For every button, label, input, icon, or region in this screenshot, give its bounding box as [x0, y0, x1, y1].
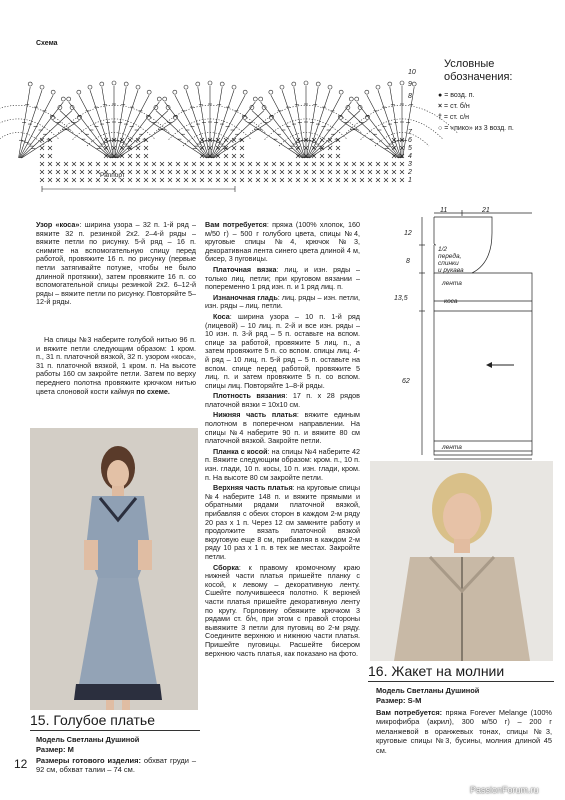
- plank-head: Планка с косой: [213, 446, 268, 456]
- dim-21: 21: [482, 207, 490, 214]
- sb-head: Сборка: [213, 562, 239, 572]
- legend-symbol-icon: †: [438, 114, 444, 121]
- model15-dims: [36, 757, 196, 774]
- instructions-bold: по схеме.: [136, 386, 170, 396]
- row-number: 4: [408, 153, 412, 160]
- legend-text: = возд. п.: [444, 92, 475, 99]
- izn-head: Изнаночная гладь: [213, 292, 278, 302]
- dims-label: Размеры готового изделия:: [36, 756, 141, 765]
- row-number: 2: [408, 169, 412, 176]
- low-head: Нижняя часть платья: [213, 410, 297, 420]
- model15-title: [30, 712, 155, 728]
- model16-name: Жакет на молнии: [391, 663, 505, 679]
- legend-item: [438, 90, 514, 101]
- pattern-diagram: [382, 205, 552, 460]
- plat-text: : лиц. и изн. ряды – только лиц. петли; при круговом вязании – попеременно 1 ряд изн. п. и 1 ряд лиц. п.: [205, 264, 360, 292]
- label-front: переда,: [438, 253, 462, 260]
- plank-text: : на спицы №4 наберите 42 п. Вяжите следующим образом: кром. п., 10 п. изн. глади, 10 п. косы, 10 п. изн. глади, кром. п. На высоте 80 см закройте петли.: [205, 446, 360, 482]
- divider-2: [368, 681, 554, 682]
- watermark: PassionForum.ru: [470, 785, 539, 795]
- arrowhead-icon: [486, 362, 492, 368]
- legend-item: [438, 101, 514, 112]
- legend: [444, 58, 513, 84]
- size16-label: Размер:: [376, 696, 406, 705]
- jacket-photo: [370, 461, 553, 661]
- instructions-text: [36, 336, 196, 396]
- schema-title: Схема: [36, 40, 58, 47]
- divider: [30, 730, 200, 731]
- legend-symbol-icon: ●: [438, 92, 445, 99]
- model15-name: Голубое платье: [53, 712, 156, 728]
- size16-value: S-M: [407, 696, 422, 705]
- kosa-text: : ширина узора – 10 п. 1-й ряд (лицевой) – 10 лиц. п. 2-й и все изн. ряды – 10 изн. п. 3-й ряд – 5 п. оставьте на вспом. спице за работой, провяжите 5 лиц. п., а затем провяжите 5 п. со вспом. спицы лиц. 4-й ряд – 10 лиц. п. 5-й ряд – 5 п. оставьте на вспом. спице перед работой, провяжите 5 лиц. п. и затем провяжите 5 п. со вспом. спицы лиц. Повторяйте 1–8-й ряды.: [205, 311, 360, 390]
- dims-value: обхват груди – 92 см, обхват талии – 74 см.: [36, 756, 197, 774]
- top-text: : на круговые спицы №4 наберите 148 п. и вяжите прямыми и обратными рядами платочной вязкой, прибавляя с обеих сторон в каждом 2-м ряду 20 раз х 1 п. Через 12 см замкните работу и продолжите вязать платочной вязкой вкруговую еще 8 см, прибавляя в каждом 2-м ряду 10 раз х 1 п. в тех же местах. Закройте петли.: [205, 483, 360, 561]
- dress-photo: [30, 428, 198, 710]
- rapport-label: Раппорт: [100, 172, 125, 179]
- dim-11: 11: [440, 207, 448, 214]
- braid-pattern-text: [36, 221, 196, 307]
- dens-head: Плотность вязания: [213, 391, 286, 401]
- legend-items: [438, 90, 514, 134]
- page-number: 12: [14, 757, 28, 771]
- braid-head: Узор «коса»: [36, 220, 80, 229]
- label-back: спинки: [438, 260, 459, 267]
- legend-title-1: Условные: [444, 58, 495, 70]
- legend-text: = «пико» из 3 возд. п.: [444, 125, 514, 132]
- dim-13-5: 13,5: [394, 295, 408, 302]
- label-sleeve: и рукава: [438, 267, 464, 274]
- braid-text: : ширина узора – 32 п. 1-й ряд – вяжите 32 п. резинкой 2х2. 2–4-й ряды – вяжите петли по рисунку. 5-й ряд – 16 п. снимите на вспомогательную спицу перед работой, провяжите 16 п. по рисунку (первые петли затягивайте потуже, чтобы не было длинной протяжки), затем провяжите 16 п. со вспомогательной спицы резинкой 2х2. 6–12-й ряды – вяжите петли по рисунку. Повторяйте 5–12-й ряды.: [36, 220, 197, 307]
- size-label: Размер:: [36, 745, 66, 754]
- low-text: : вяжите единым полотном в поперечном направлении. На спицы №4 наберите 90 п. и вяжите 80 см платочной вязкой. Закройте петли.: [205, 410, 361, 446]
- dim-62: 62: [402, 378, 410, 385]
- label-tape-bottom: лента: [442, 444, 462, 451]
- legend-symbol-icon: ×: [438, 103, 445, 110]
- model16-size: [376, 697, 421, 706]
- legend-symbol-icon: ○: [438, 125, 445, 132]
- row-number: 9: [408, 81, 412, 88]
- middle-column: [205, 221, 360, 658]
- need16-label: Вам потребуется:: [376, 708, 443, 717]
- model15-size: [36, 746, 74, 755]
- row-number: 6: [408, 137, 412, 144]
- row-number: 8: [408, 93, 412, 100]
- model16-title: [368, 663, 504, 679]
- model15-author: Модель Светланы Душиной: [36, 735, 140, 744]
- row-number: 1: [408, 177, 412, 184]
- size-value: М: [67, 745, 74, 754]
- izn-text: : лиц. ряды – изн. петли, изн. ряды – лиц. петли.: [205, 292, 360, 311]
- row-number: 7: [408, 129, 412, 136]
- instructions-body: На спицы №3 наберите голубой нитью 96 п. и вяжите петли следующим образом: 1 кром. п., 31 п. платочной вязкой, 32 п. узором «коса», 31 п. платочной вязкой, 1 кром. п. На высоте работы 160 см закройте петли. Затем по верху переднего полотна провяжите крючком нитью цвета слоновой кости каймуя: [36, 335, 196, 396]
- model16-number: 16.: [368, 663, 388, 679]
- top-head: Верхняя часть платья: [213, 483, 293, 493]
- plat-head: Платочная вязка: [213, 264, 277, 274]
- label-braid: коса: [444, 298, 458, 305]
- model15-number: 15.: [30, 712, 50, 728]
- legend-text: = ст. с/н: [443, 114, 470, 121]
- label-tape: лента: [442, 280, 462, 287]
- legend-title-2: обозначения:: [444, 71, 513, 83]
- label-half: 1/2: [438, 246, 448, 253]
- need16-text: пряжа Forever Melange (100% микрофибра (акрил), 300 м/50 г) – 200 г меланжевой в оранжевых тонах, спицы №3, круговые спицы №3, бусины, молния длиной 45 см.: [376, 708, 552, 755]
- model16-author: Модель Светланы Душиной: [376, 686, 480, 695]
- need-text: : пряжа (100% хлопок, 160 м/50 г) – 500 г голубого цвета, спицы №4, круговые спицы №4, крючок №3, декоративная лента синего цвета длиной 4 м, бисер, 3 пуговицы.: [205, 220, 360, 264]
- sb-text: : к правому кромочному краю нижней части платья пришейте планку с косой, к левому – декоративную ленту. Сшейте получившееся полотно. К верхней части платья пришейте декоративную ленту по кругу. Горловину обвяжите крючком 3 рядами ст. б/н, при этом с правой стороны вывяжите 3 петли для пуговиц во 2-м ряду. Соедините верхнюю и нижнюю части платья. Пришейте пуговицы. Расшейте бисером верхнюю часть платья, как показано на фото.: [205, 562, 360, 658]
- legend-item: [438, 123, 514, 134]
- dim-12: 12: [404, 230, 412, 237]
- row-number: 3: [408, 161, 412, 168]
- need-head: Вам потребуется: [205, 220, 267, 229]
- kosa-head: Коса: [213, 311, 230, 321]
- legend-text: = ст. б/н: [444, 103, 470, 110]
- row-number: 10: [408, 69, 416, 76]
- dens-text: : 17 п. х 28 рядов платочной вязки = 10х10 см.: [205, 391, 360, 409]
- legend-item: [438, 112, 514, 123]
- dim-8: 8: [406, 258, 410, 265]
- crochet-chart: [30, 46, 420, 204]
- model16-need: [376, 708, 552, 755]
- row-number: 5: [408, 145, 412, 152]
